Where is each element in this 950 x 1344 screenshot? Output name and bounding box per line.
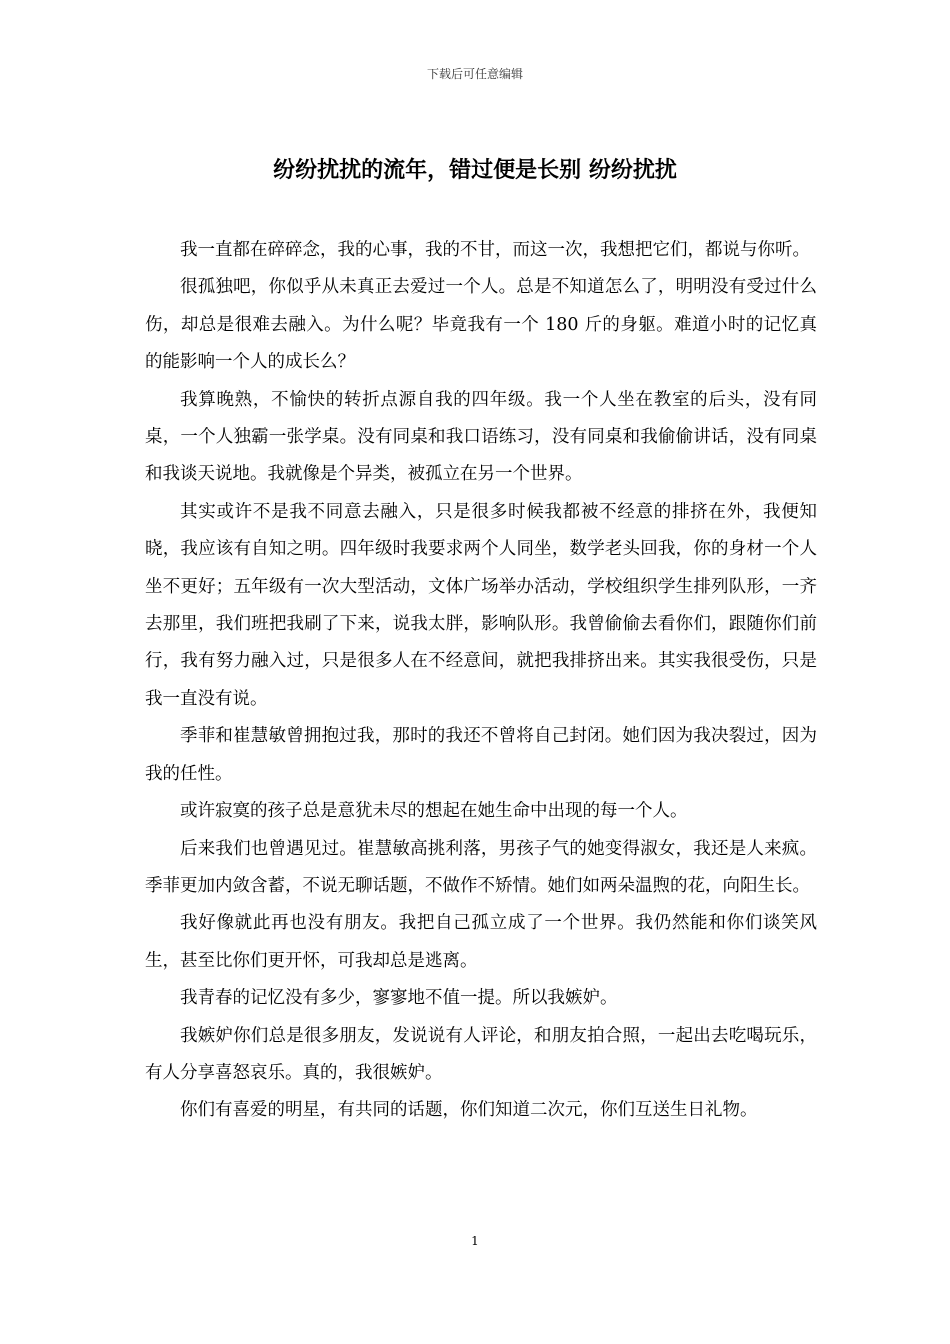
paragraph: 季菲和崔慧敏曾拥抱过我，那时的我还不曾将自己封闭。她们因为我决裂过，因为我的任性。 <box>145 726 817 784</box>
paragraph: 你们有喜爱的明星，有共同的话题，你们知道二次元，你们互送生日礼物。 <box>180 1100 758 1121</box>
paragraph: 我嫉妒你们总是很多朋友，发说说有人评论，和朋友拍合照，一起出去吃喝玩乐，有人分享喜怒哀乐。真的，我很嫉妒。 <box>145 1025 817 1083</box>
paragraph: 我青春的记忆没有多少，寥寥地不值一提。所以我嫉妒。 <box>180 988 618 1009</box>
paragraph: 后来我们也曾遇见过。崔慧敏高挑利落，男孩子气的她变得淑女，我还是人来疯。季菲更加内敛含蓄，不说无聊话题，不做作不矫情。她们如两朵温煦的花，向阳生长。 <box>145 838 817 896</box>
paragraph: 其实或许不是我不同意去融入，只是很多时候我都被不经意的排挤在外，我便知晓，我应该有自知之明。四年级时我要求两个人同坐，数学老头回我，你的身材一个人坐不更好；五年级有一次大型活动，文体广场举办活动，学校组织学生排列队形，一齐去那里，我们班把我刷了下来，说我太胖，影响队形。我曾偷偷去看你们，跟随你们前行，我有努力融入过，只是很多人在不经意间，就把我排挤出来。其实我很受伤，只是我一直没有说。 <box>145 501 817 709</box>
page-number: 1 <box>471 1234 479 1248</box>
paragraph: 我好像就此再也没有朋友。我把自己孤立成了一个世界。我仍然能和你们谈笑风生，甚至比你们更开怀，可我却总是逃离。 <box>145 913 817 971</box>
header-note: 下载后可任意编辑 <box>426 67 523 81</box>
paragraph: 很孤独吧，你似乎从未真正去爱过一个人。总是不知道怎么了，明明没有受过什么伤，却总是很难去融入。为什么呢？毕竟我有一个 180 斤的身躯。难道小时的记忆真的能影响一个人的成长么？ <box>145 277 817 373</box>
document-title: 纷纷扰扰的流年，错过便是长别 纷纷扰扰 <box>273 158 677 183</box>
paragraph: 我算晚熟，不愉快的转折点源自我的四年级。我一个人坐在教室的后头，没有同桌，一个人独霸一张学桌。没有同桌和我口语练习，没有同桌和我偷偷讲话，没有同桌和我谈天说地。我就像是个异类，被孤立在另一个世界。 <box>145 389 817 485</box>
paragraph: 我一直都在碎碎念，我的心事，我的不甘，而这一次，我想把它们，都说与你听。 <box>180 240 810 260</box>
paragraph: 或许寂寞的孩子总是意犹未尽的想起在她生命中出现的每一个人。 <box>180 801 688 822</box>
document-body <box>145 232 817 1130</box>
